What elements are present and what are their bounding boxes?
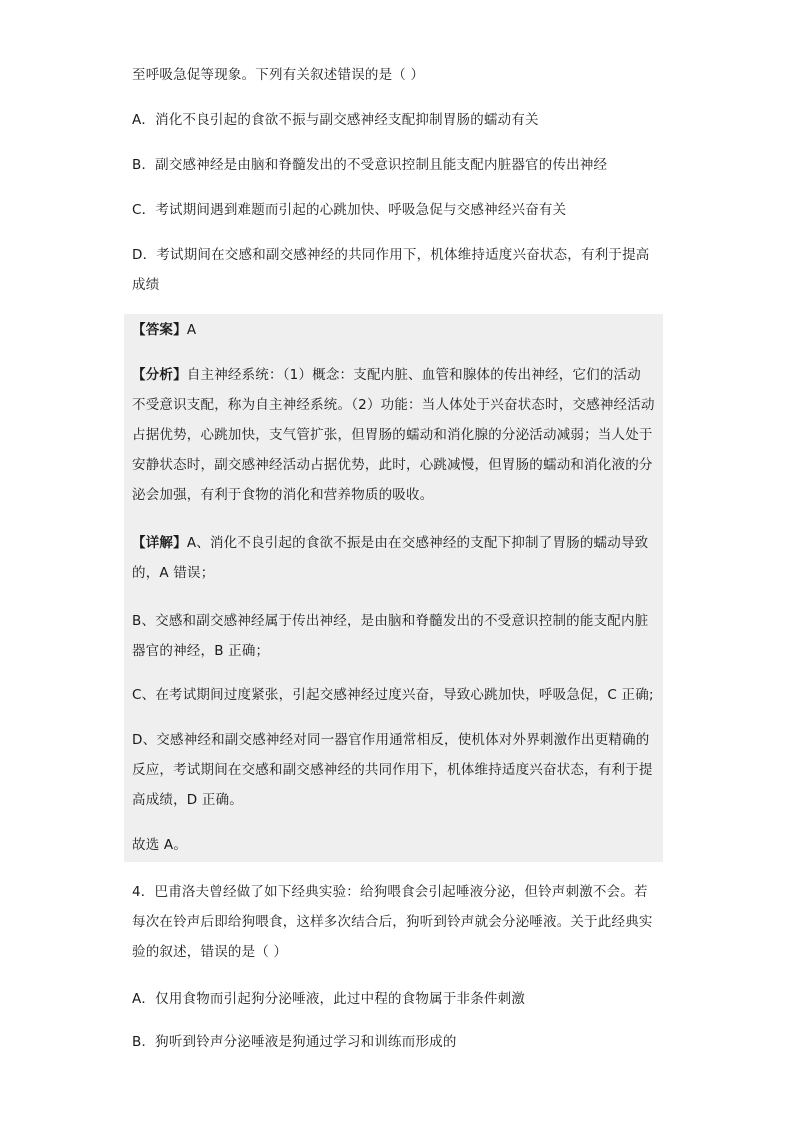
analysis-paragraph (132, 360, 662, 510)
question-4-line-1: 4．巴甫洛夫曾经做了如下经典实验：给狗喂食会引起唾液分泌，但铃声刺激不会。若 (132, 884, 648, 900)
answer-tag: 【答案】 (132, 322, 187, 338)
detail-b-paragraph (132, 606, 662, 666)
question-4-stem (132, 877, 662, 967)
analysis-line-2: 不受意识支配，称为自主神经系统。（2）功能：当人体处于兴奋状态时，交感神经活动 (132, 397, 655, 413)
conclusion-line: 故选 A。 (132, 837, 188, 853)
answer-value: A (186, 322, 197, 338)
question-4-option-b: B．狗听到铃声分泌唾液是狗通过学习和训练而形成的 (132, 1034, 457, 1050)
option-d-line-2: 成绩 (132, 277, 160, 293)
analysis-text-1: 自主神经系统：（1）概念：支配内脏、血管和腺体的传出神经，它们的活动 (186, 367, 641, 383)
analysis-line-1 (132, 360, 662, 390)
question-3-option-d (132, 240, 662, 300)
detail-d-paragraph (132, 725, 662, 815)
detail-a-line-2: 的，A 错误； (132, 565, 215, 581)
analysis-tag: 【分析】 (132, 367, 187, 383)
question-4-line-2: 每次在铃声后即给狗喂食，这样多次结合后，狗听到铃声就会分泌唾液。关于此经典实 (132, 914, 653, 930)
analysis-line-3: 占据优势，心跳加快，支气管扩张，但胃肠的蠕动和消化腺的分泌活动减弱；当人处于 (132, 427, 653, 443)
detail-c-paragraph (132, 680, 662, 710)
detail-a-paragraph (132, 528, 662, 588)
question-3-stem: 至呼吸急促等现象。下列有关叙述错误的是（ ） (132, 67, 425, 83)
analysis-line-4: 安静状态时，副交感神经活动占据优势，此时，心跳减慢，但胃肠的蠕动和消化液的分 (132, 457, 653, 473)
detail-d-line-2: 反应，考试期间在交感和副交感神经的共同作用下，机体维持适度兴奋状态，有利于提 (132, 762, 653, 778)
detail-d-line-1: D、交感神经和副交感神经对同一器官作用通常相反，使机体对外界刺激作出更精确的 (132, 732, 650, 748)
detail-d-line-3: 高成绩，D 正确。 (132, 792, 243, 808)
detail-b-line-1: B、交感和副交感神经属于传出神经，是由脑和脊髓发出的不受意识控制的能支配内脏 (132, 613, 649, 629)
question-4-line-3: 验的叙述，错误的是（ ） (132, 944, 288, 960)
detail-a-text-1: A、消化不良引起的食欲不振是由在交感神经的支配下抑制了胃肠的蠕动导致 (186, 535, 649, 551)
question-3-option-a: A．消化不良引起的食欲不振与副交感神经支配抑制胃肠的蠕动有关 (132, 112, 539, 128)
answer-line (132, 315, 662, 345)
detail-b-line-2: 器官的神经，B 正确； (132, 643, 270, 659)
analysis-line-5: 泌会加强，有利于食物的消化和营养物质的吸收。 (132, 487, 434, 503)
question-3-option-b: B．副交感神经是由脑和脊髓发出的不受意识控制且能支配内脏器官的传出神经 (132, 157, 608, 173)
detail-tag: 【详解】 (132, 535, 187, 551)
question-4-option-a: A．仅用食物而引起狗分泌唾液，此过中程的食物属于非条件刺激 (132, 991, 526, 1007)
detail-a-line-1 (132, 528, 662, 558)
detail-c-line-1: C、在考试期间过度紧张，引起交感神经过度兴奋，导致心跳加快，呼吸急促，C 正确; (132, 687, 654, 703)
question-3-option-c: C．考试期间遇到难题而引起的心跳加快、呼吸急促与交感神经兴奋有关 (132, 202, 567, 218)
option-d-line-1: D．考试期间在交感和副交感神经的共同作用下，机体维持适度兴奋状态，有利于提高 (132, 247, 650, 263)
